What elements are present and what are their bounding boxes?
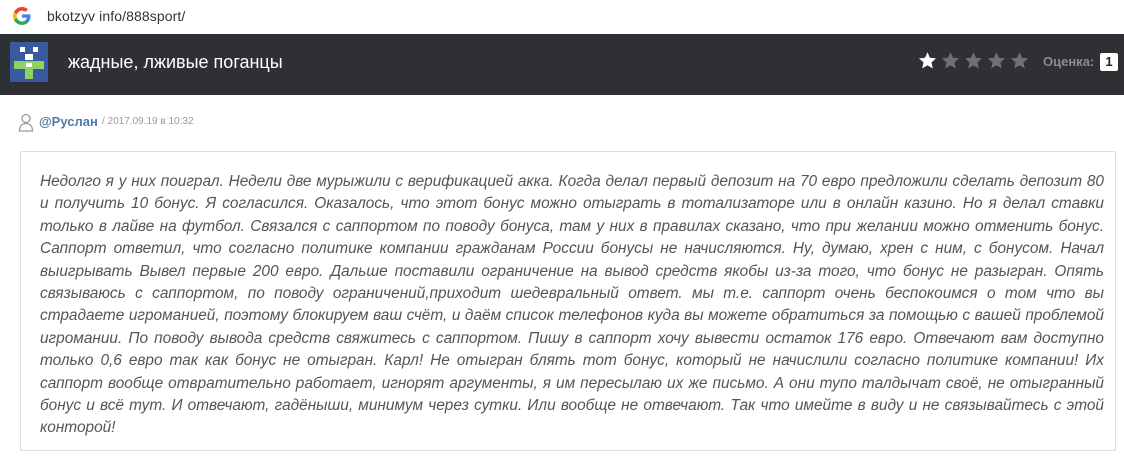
address-bar[interactable] — [0, 0, 1124, 34]
star-icon — [941, 51, 960, 70]
review-body — [20, 151, 1116, 451]
url-text[interactable]: bkotzyv info/888sport/ — [47, 8, 186, 24]
score-badge: 1 — [1100, 53, 1118, 71]
user-icon — [18, 113, 34, 132]
star-icon — [1010, 51, 1029, 70]
google-g-icon — [13, 7, 31, 25]
review-title: жадные, лживые поганцы — [68, 52, 283, 72]
star-icon — [964, 51, 983, 70]
star-icon — [987, 51, 1006, 70]
review-date: / 2017.09.19 в 10:32 — [102, 116, 194, 127]
star-rating — [918, 51, 1029, 71]
score-label: Оценка: — [1043, 54, 1095, 69]
star-icon — [918, 51, 937, 70]
site-logo-icon — [10, 42, 48, 82]
author-link[interactable]: @Руслан — [39, 114, 98, 129]
review-header — [0, 34, 1124, 95]
review-text: Недолго я у них поиграл. Недели две мурыжили с верификацией акка. Когда делал первый депозит на 70 евро предложили сделать депозит 80 и получить 10 бонус. Я согласился. Оказалось, что этот бонус можно отыграть в тотализаторе или в онлайн казино. Но я делал ставки только в лайве на футбол. Связался с саппортом по поводу бонуса, там у них в правилах сказано, что при желании можно отменить бонус. Саппорт ответил, что согласно политике компании гражданам России бонусы не начисляются. Ну, думаю, хрен с ним, с бонусом. Начал выигрывать Вывел первые 200 евро. Дальше поставили ограничение на вывод средств якобы из-за того, что бонус не разыгран. Опять связываюсь с саппортом, по поводу ограничений,приходит шедевральный ответ. мы т.е. саппорт очень беспокоимся о том что вы страдаете игроманией, поэтому блокируем ваш счёт, и даём список телефонов куда вы можете обратиться за помощью с вашей проблемой игромании. По поводу вывода средств свяжитесь с саппортом. Пишу в саппорт хочу вывести остаток 176 евро. Отвечают вам доступно только 0,6 евро так как бонус не отыгран. Карл! Не отыгран блять тот бонус, который не начислили согласно политике компании! Их саппорт вообще отвратительно работает, игнорят аргументы, я им пересылаю их же письмо. А они тупо талдычат своё, не отыгранный бонус и всё тут. И отвечают, гадёныши, минимум через сутки. Или вообще не отвечают. Так что имейте в виду и не связывайтесь с этой конторой! — [40, 173, 1104, 437]
